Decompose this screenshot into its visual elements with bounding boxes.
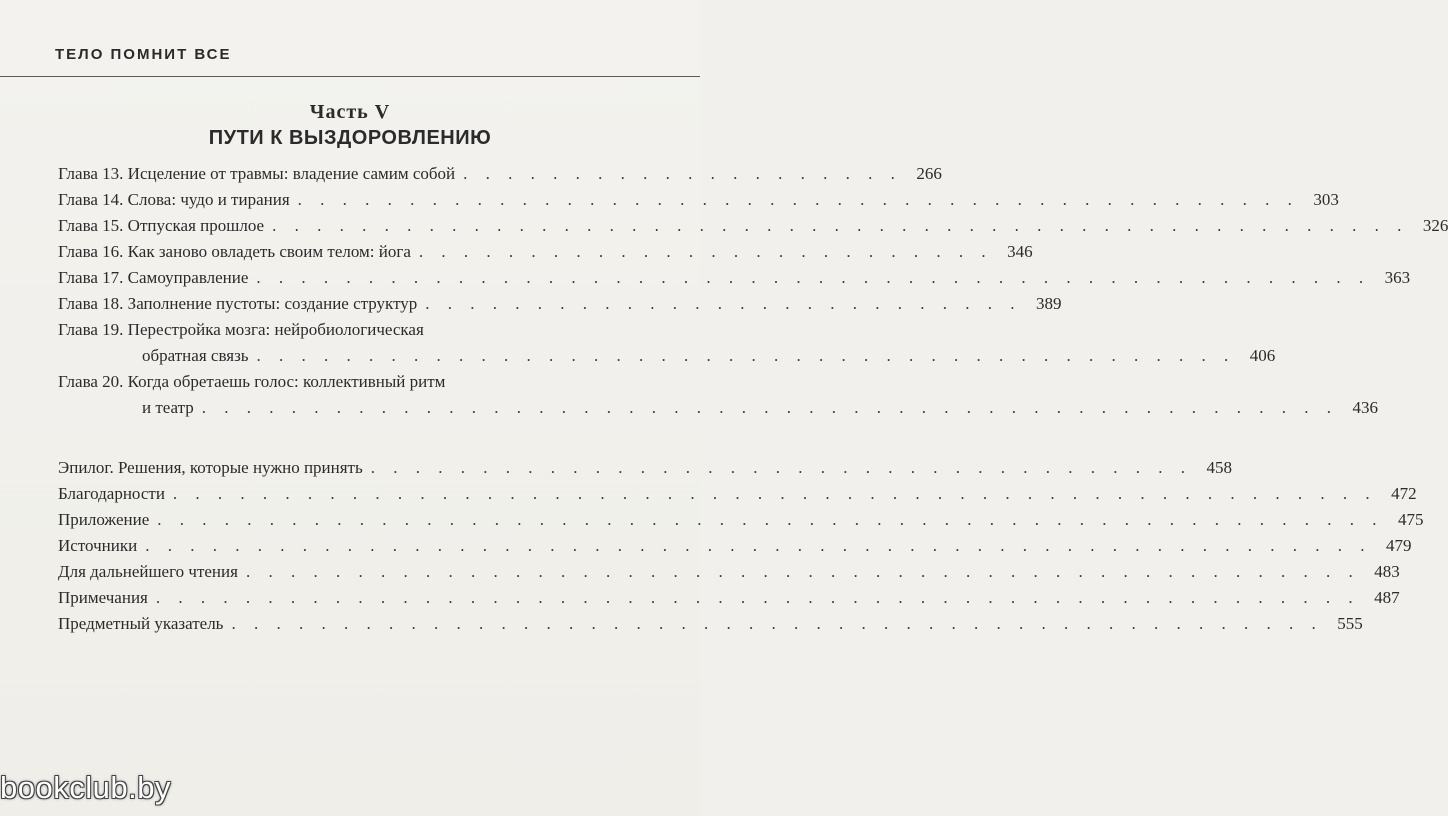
toc-entry-page: 406 [1249,346,1276,365]
toc-entry-page: 475 [1398,510,1424,529]
site-watermark: bookclub.by [0,770,171,805]
toc-entry-label: Для дальнейшего чтения [58,562,238,581]
toc-entry-chapter-13[interactable] [58,161,942,187]
toc-entry-page: 483 [1374,562,1400,581]
part-number: Часть V [309,101,391,123]
toc-entry-chapter-16[interactable] [58,239,1033,265]
leader-dots: . . . . . . . . . . . . . . . . . . . . . . . . . . . . . . . . . . . . . . . . . . . . . . . . . . . . . . [155,588,1360,607]
toc-entry-page: 487 [1374,588,1400,607]
leader-dots: . . . . . . . . . . . . . . . . . . . . . . . . . . . . . . . . . . . . . . . . . . . . . . . . . . . . . . [172,484,1377,503]
leader-dots: . . . . . . . . . . . . . . . . . . . . . . . . . . . . . . . . . . . . . . . . . . . . . [297,190,1299,209]
leader-dots: . . . . . . . . . . . . . . . . . . . . . . . . . . . . . . . . . . . . . . . . . . . . . . . . . [231,614,1323,633]
chapter-list [58,161,1448,421]
toc-entry-label: Глава 14. Слова: чудо и тирания [58,190,290,209]
toc-entry-chapter-20[interactable] [58,369,1379,421]
header-rule [0,76,700,77]
toc-entry-page: 266 [916,164,942,183]
toc-entry-label-continued: и театр [142,398,194,417]
toc-entry-chapter-18[interactable] [58,291,1062,317]
running-head: ТЕЛО ПОМНИТ ВСЕ [55,46,232,63]
toc-entry-label: Источники [58,536,138,555]
toc-entry-label: Эпилог. Решения, которые нужно принять [58,458,363,477]
toc-entry-label: Глава 19. Перестройка мозга: нейробиологическая [58,320,424,339]
toc-entry-chapter-19[interactable] [58,317,1276,369]
toc-entry-chapter-17[interactable] [58,265,1411,291]
leader-dots: . . . . . . . . . . . . . . . . . . . . . . . . . . . . . . . . . . . . . . . . . . . . . . . . . . . [201,398,1339,417]
leader-dots: . . . . . . . . . . . . . . . . . . . . . . . . . . . . . . . . . . . . . . . . . . . . [256,346,1236,365]
leader-dots: . . . . . . . . . . . . . . . . . . . . . . . . . . . . . . . . . . . . . . . . . . . . . . . . . . . . . . . [157,510,1384,529]
toc-entry-chapter-15[interactable] [58,213,1448,239]
leader-dots: . . . . . . . . . . . . . . . . . . . . . . . . . . . . . . . . . . . . . [370,458,1192,477]
toc-entry-page: 389 [1036,294,1062,313]
part-title: ПУТИ К ВЫЗДОРОВЛЕНИЮ [208,127,492,149]
toc-entry-page: 555 [1337,614,1363,633]
toc-entry-page: 326 [1422,216,1448,235]
toc-entry-acknowledgements[interactable] [58,481,1417,507]
back-matter-list [58,455,1424,637]
toc-entry-page: 458 [1206,458,1232,477]
toc-entry-chapter-14[interactable] [58,187,1339,213]
toc-entry-sources[interactable] [58,533,1412,559]
leader-dots: . . . . . . . . . . . . . . . . . . . . . . . . . . . . . . . . . . . . . . . . . . . . . . . . . . [256,268,1371,287]
toc-entry-label: Глава 15. Отпуская прошлое [58,216,265,235]
toc-entry-notes[interactable] [58,585,1400,611]
toc-entry-page: 472 [1391,484,1417,503]
toc-entry-label: Приложение [58,510,150,529]
leader-dots: . . . . . . . . . . . . . . . . . . . . [463,164,902,183]
toc-entry-label: Благодарности [58,484,165,503]
leader-dots: . . . . . . . . . . . . . . . . . . . . . . . . . . . . . . . . . . . . . . . . . . . . . . . . . . . [272,216,1409,235]
toc-entry-label: Глава 20. Когда обретаешь голос: коллективный ритм [58,372,446,391]
toc-entry-label-continued: обратная связь [142,346,249,365]
leader-dots: . . . . . . . . . . . . . . . . . . . . . . . . . . . . . . . . . . . . . . . . . . . . . . . . . . [245,562,1360,581]
toc-entry-epilogue[interactable] [58,455,1232,481]
toc-entry-page: 303 [1313,190,1339,209]
toc-entry-label: Предметный указатель [58,614,224,633]
leader-dots: . . . . . . . . . . . . . . . . . . . . . . . . . . . . . . . . . . . . . . . . . . . . . . . . . . . . . . . [145,536,1372,555]
leader-dots: . . . . . . . . . . . . . . . . . . . . . . . . . . [418,242,993,261]
toc-entry-page: 363 [1384,268,1411,287]
toc-entry-label: Глава 17. Самоуправление [58,268,249,287]
toc-entry-label: Глава 18. Заполнение пустоты: создание структур [58,294,418,313]
toc-entry-label: Примечания [58,588,148,607]
toc-entry-label: Глава 16. Как заново овладеть своим телом: йога [58,242,411,261]
leader-dots: . . . . . . . . . . . . . . . . . . . . . . . . . . . [425,294,1022,313]
toc-entry-further-reading[interactable] [58,559,1400,585]
toc-entry-page: 436 [1352,398,1379,417]
toc-entry-label: Глава 13. Исцеление от травмы: владение самим собой [58,164,456,183]
toc-entry-index[interactable] [58,611,1363,637]
toc-entry-page: 346 [1007,242,1033,261]
toc-entry-appendix[interactable] [58,507,1424,533]
toc-entry-page: 479 [1385,536,1412,555]
